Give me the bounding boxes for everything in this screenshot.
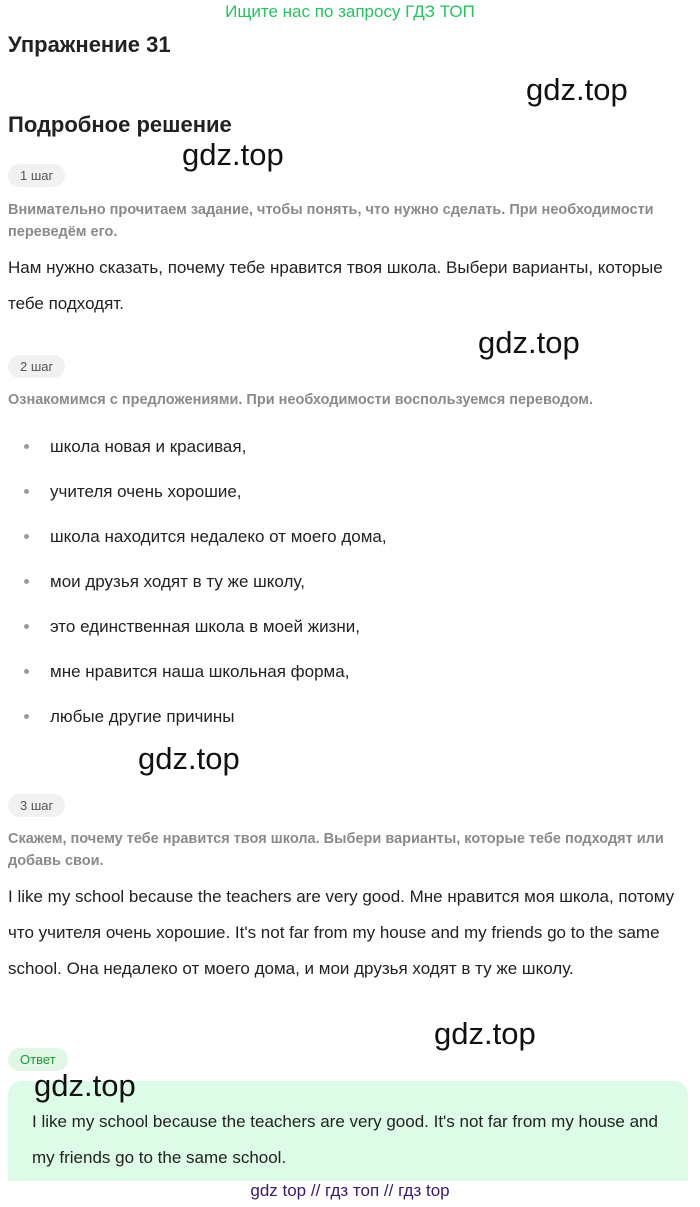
search-banner: Ищите нас по запросу ГДЗ ТОП bbox=[225, 2, 475, 21]
list-item: любые другие причины bbox=[22, 694, 387, 739]
step-3-text: I like my school because the teachers are very good. Мне нравится моя школа, потому что учителя очень хорошие. It's not far from my house and my friends go to the same school. Она недалеко от моего дома, и мои друзья ходят в ту же школу. bbox=[8, 887, 675, 978]
options-list bbox=[22, 424, 387, 739]
bullet-icon bbox=[24, 669, 29, 674]
watermark: gdz.top bbox=[526, 72, 628, 107]
bullet-icon bbox=[24, 714, 29, 719]
page-title: Упражнение 31 bbox=[8, 32, 171, 57]
watermark: gdz.top bbox=[182, 137, 284, 172]
step-1-text: Нам нужно сказать, почему тебе нравится твоя школа. Выбери варианты, которые тебе подходят. bbox=[8, 258, 663, 313]
step-badge-3: 3 шаг bbox=[8, 794, 65, 817]
list-item: учителя очень хорошие, bbox=[22, 469, 387, 514]
list-item: школа новая и красивая, bbox=[22, 424, 387, 469]
bullet-icon bbox=[24, 624, 29, 629]
step-1-hint: Внимательно прочитаем задание, чтобы понять, что нужно сделать. При необходимости переведём его. bbox=[8, 202, 654, 240]
list-item: школа находится недалеко от моего дома, bbox=[22, 514, 387, 559]
watermark: gdz.top bbox=[478, 325, 580, 360]
bullet-icon bbox=[24, 489, 29, 494]
footer-link-gdz-top[interactable]: gdz top bbox=[250, 1181, 307, 1200]
footer-link-gdz-top-ru[interactable]: гдз топ bbox=[325, 1181, 380, 1200]
bullet-icon bbox=[24, 444, 29, 449]
footer-links bbox=[0, 1181, 700, 1201]
footer-separator: // bbox=[310, 1181, 321, 1200]
step-2-hint: Ознакомимся с предложениями. При необходимости воспользуемся переводом. bbox=[8, 392, 593, 408]
watermark: gdz.top bbox=[34, 1068, 136, 1103]
list-item: мои друзья ходят в ту же школу, bbox=[22, 559, 387, 604]
step-badge-2: 2 шаг bbox=[8, 355, 65, 378]
step-badge-1: 1 шаг bbox=[8, 164, 65, 187]
answer-text: I like my school because the teachers are very good. It's not far from my house and my friends go to the same school. bbox=[32, 1112, 658, 1167]
bullet-icon bbox=[24, 579, 29, 584]
answer-badge: Ответ bbox=[8, 1048, 68, 1071]
list-item: это единственная школа в моей жизни, bbox=[22, 604, 387, 649]
footer-link-gdz-top-mixed[interactable]: гдз top bbox=[398, 1181, 450, 1200]
footer-separator: // bbox=[383, 1181, 394, 1200]
step-3-hint: Скажем, почему тебе нравится твоя школа. Выбери варианты, которые тебе подходят или добавь свои. bbox=[8, 831, 664, 869]
watermark: gdz.top bbox=[434, 1016, 536, 1051]
list-item: мне нравится наша школьная форма, bbox=[22, 649, 387, 694]
watermark: gdz.top bbox=[138, 741, 240, 776]
bullet-icon bbox=[24, 534, 29, 539]
section-title: Подробное решение bbox=[8, 112, 232, 137]
